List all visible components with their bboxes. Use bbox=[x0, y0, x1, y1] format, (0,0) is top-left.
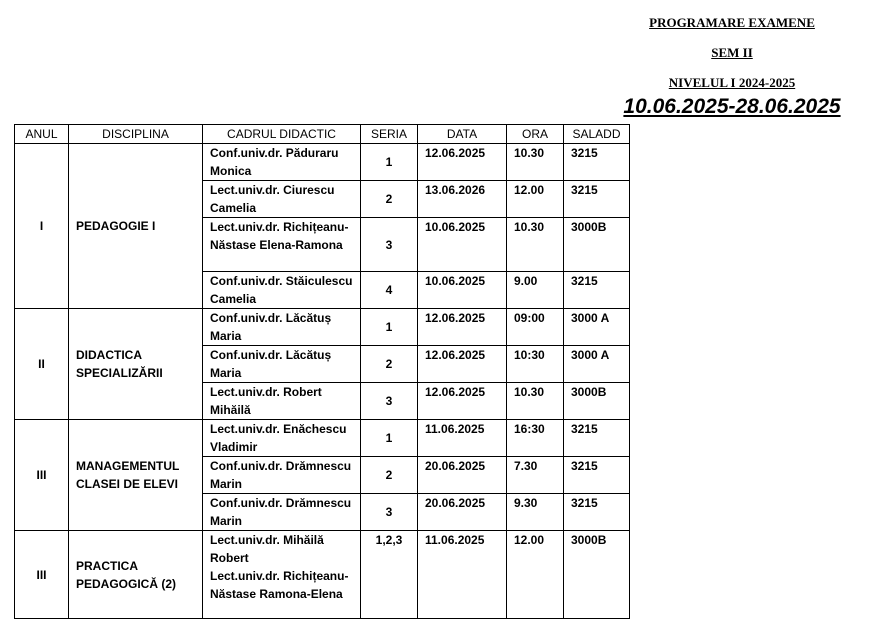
ora-cell: 10:30 bbox=[507, 346, 564, 383]
ora-cell: 10.30 bbox=[507, 383, 564, 420]
cadru-cell: Conf.univ.dr. Drămnescu Marin bbox=[203, 457, 361, 494]
ora-cell: 10.30 bbox=[507, 144, 564, 181]
anul-cell: III bbox=[15, 531, 69, 619]
disciplina-cell: MANAGEMENTUL CLASEI DE ELEVI bbox=[69, 420, 203, 531]
table-header-row bbox=[15, 125, 630, 144]
disciplina-cell: DIDACTICA SPECIALIZĂRII bbox=[69, 309, 203, 420]
anul-cell: I bbox=[15, 144, 69, 309]
semester-label: SEM II bbox=[711, 45, 753, 60]
ora-cell: 9.30 bbox=[507, 494, 564, 531]
cadru-line: Lect.univ.dr. Mihăilă Robert bbox=[210, 533, 324, 565]
ora-cell: 16:30 bbox=[507, 420, 564, 457]
data-cell: 11.06.2025 bbox=[418, 531, 507, 619]
seria-cell: 4 bbox=[361, 272, 418, 309]
sala-cell: 3000B bbox=[564, 383, 630, 420]
sala-cell: 3000B bbox=[564, 531, 630, 619]
cadru-cell: Lect.univ.dr. Enăchescu Vladimir bbox=[203, 420, 361, 457]
data-cell: 20.06.2025 bbox=[418, 457, 507, 494]
table-row bbox=[15, 309, 630, 346]
seria-cell: 3 bbox=[361, 218, 418, 272]
sala-cell: 3215 bbox=[564, 181, 630, 218]
table-row bbox=[15, 420, 630, 457]
cadru-cell: Lect.univ.dr. Robert Mihăilă bbox=[203, 383, 361, 420]
cadru-cell: Conf.univ.dr. Lăcătuș Maria bbox=[203, 309, 361, 346]
seria-cell: 2 bbox=[361, 457, 418, 494]
sala-cell: 3000 A bbox=[564, 309, 630, 346]
sala-cell: 3215 bbox=[564, 457, 630, 494]
seria-cell: 2 bbox=[361, 181, 418, 218]
cadru-cell bbox=[203, 531, 361, 619]
cadru-cell: Lect.univ.dr. Richițeanu-Năstase Elena-Ramona bbox=[203, 218, 361, 272]
data-cell: 10.06.2025 bbox=[418, 272, 507, 309]
col-header-cadru: CADRUL DIDACTIC bbox=[203, 125, 361, 144]
data-cell: 11.06.2025 bbox=[418, 420, 507, 457]
ora-cell: 09:00 bbox=[507, 309, 564, 346]
col-header-seria: SERIA bbox=[361, 125, 418, 144]
ora-cell: 7.30 bbox=[507, 457, 564, 494]
sala-cell: 3215 bbox=[564, 144, 630, 181]
schedule-title: PROGRAMARE EXAMENE bbox=[649, 15, 815, 30]
ora-cell: 12.00 bbox=[507, 181, 564, 218]
exam-period: 10.06.2025-28.06.2025 bbox=[623, 95, 841, 118]
col-header-anul: ANUL bbox=[15, 125, 69, 144]
sala-cell: 3215 bbox=[564, 494, 630, 531]
cadru-cell: Lect.univ.dr. Ciurescu Camelia bbox=[203, 181, 361, 218]
data-cell: 13.06.2026 bbox=[418, 181, 507, 218]
cadru-line: Lect.univ.dr. Richițeanu-Năstase Ramona-Elena bbox=[210, 569, 349, 601]
anul-cell: III bbox=[15, 420, 69, 531]
seria-cell: 3 bbox=[361, 494, 418, 531]
disciplina-cell: PEDAGOGIE I bbox=[69, 144, 203, 309]
col-header-disciplina: DISCIPLINA bbox=[69, 125, 203, 144]
anul-cell: II bbox=[15, 309, 69, 420]
sala-cell: 3215 bbox=[564, 272, 630, 309]
seria-cell: 1 bbox=[361, 420, 418, 457]
data-cell: 20.06.2025 bbox=[418, 494, 507, 531]
seria-cell: 1 bbox=[361, 309, 418, 346]
disciplina-cell: PRACTICA PEDAGOGICĂ (2) bbox=[69, 531, 203, 619]
col-header-sala: SALADD bbox=[564, 125, 630, 144]
ora-cell: 12.00 bbox=[507, 531, 564, 619]
seria-cell: 2 bbox=[361, 346, 418, 383]
exam-schedule-table bbox=[14, 124, 630, 619]
data-cell: 12.06.2025 bbox=[418, 346, 507, 383]
col-header-ora: ORA bbox=[507, 125, 564, 144]
ora-cell: 9.00 bbox=[507, 272, 564, 309]
cadru-cell: Conf.univ.dr. Păduraru Monica bbox=[203, 144, 361, 181]
col-header-data: DATA bbox=[418, 125, 507, 144]
cadru-cell: Conf.univ.dr. Stăiculescu Camelia bbox=[203, 272, 361, 309]
seria-cell: 3 bbox=[361, 383, 418, 420]
data-cell: 10.06.2025 bbox=[418, 218, 507, 272]
sala-cell: 3000B bbox=[564, 218, 630, 272]
level-year-label: NIVELUL I 2024-2025 bbox=[668, 75, 796, 90]
ora-cell: 10.30 bbox=[507, 218, 564, 272]
table-row bbox=[15, 144, 630, 181]
cadru-cell: Conf.univ.dr. Lăcătuș Maria bbox=[203, 346, 361, 383]
data-cell: 12.06.2025 bbox=[418, 309, 507, 346]
seria-cell: 1,2,3 bbox=[361, 531, 418, 619]
data-cell: 12.06.2025 bbox=[418, 144, 507, 181]
data-cell: 12.06.2025 bbox=[418, 383, 507, 420]
seria-cell: 1 bbox=[361, 144, 418, 181]
sala-cell: 3000 A bbox=[564, 346, 630, 383]
cadru-cell: Conf.univ.dr. Drămnescu Marin bbox=[203, 494, 361, 531]
table-row bbox=[15, 531, 630, 619]
sala-cell: 3215 bbox=[564, 420, 630, 457]
